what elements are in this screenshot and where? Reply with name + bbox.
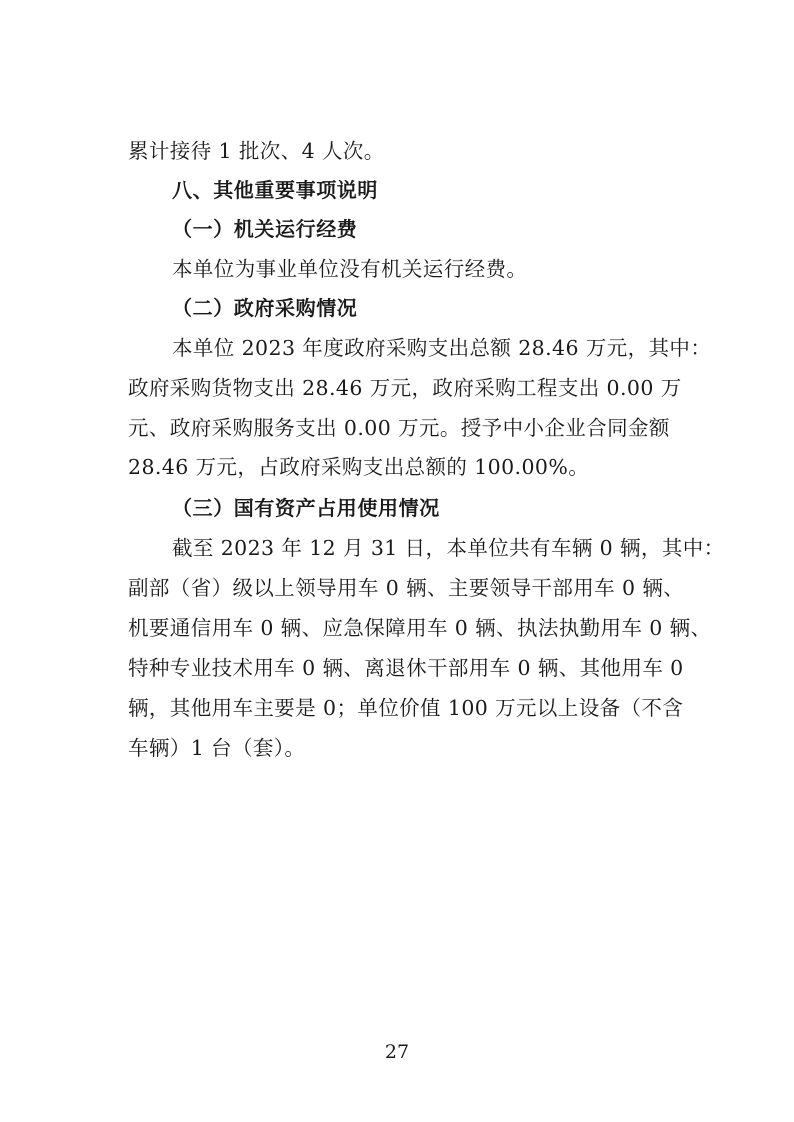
body-text-line: 截至 2023 年 12 月 31 日，本单位共有车辆 0 辆，其中： (172, 536, 725, 560)
section-heading: 八、其他重要事项说明 (172, 178, 378, 202)
body-text-line: 元、政府采购服务支出 0.00 万元。授予中小企业合同金额 (128, 416, 670, 440)
body-text-line: 副部（省）级以上领导用车 0 辆、主要领导干部用车 0 辆、 (128, 576, 685, 600)
page-number: 27 (384, 1041, 410, 1063)
body-text-line: 特种专业技术用车 0 辆、离退休干部用车 0 辆、其他用车 0 (128, 656, 684, 680)
body-text-line: 本单位为事业单位没有机关运行经费。 (172, 257, 528, 281)
subsection-heading: （三）国有资产占用使用情况 (172, 496, 440, 520)
subsection-heading: （二）政府采购情况 (172, 296, 358, 320)
body-text-line: 机要通信用车 0 辆、应急保障用车 0 辆、执法执勤用车 0 辆、 (128, 616, 712, 640)
body-text-line: 28.46 万元，占政府采购支出总额的 100.00%。 (128, 455, 590, 479)
body-text-line: 车辆）1 台（套）。 (128, 736, 306, 760)
body-text-line: 辆，其他用车主要是 0；单位价值 100 万元以上设备（不含 (128, 696, 684, 720)
subsection-heading: （一）机关运行经费 (172, 217, 358, 241)
body-text-line: 本单位 2023 年度政府采购支出总额 28.46 万元，其中： (172, 336, 712, 360)
body-text-line: 累计接待 1 批次、4 人次。 (128, 139, 385, 163)
body-text-line: 政府采购货物支出 28.46 万元，政府采购工程支出 0.00 万 (128, 376, 682, 400)
